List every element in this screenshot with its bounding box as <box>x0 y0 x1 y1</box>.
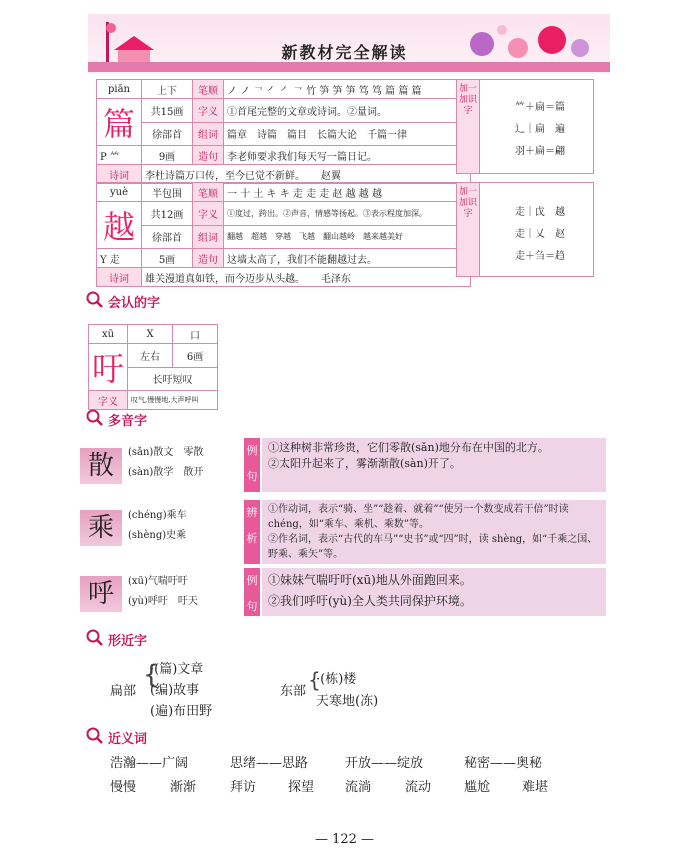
synonym-word: 探望 <box>288 780 315 795</box>
synonym-pair: 秘密——奥秘 <box>464 756 543 771</box>
book-title: 新教材完全解读 <box>281 43 408 62</box>
poly-tag: 例句 <box>244 438 260 492</box>
label: 组词 <box>193 225 224 249</box>
poly-reading: (yù)呼吁 吁天 <box>128 596 198 607</box>
poly-reading: (shèng)史乘 <box>128 530 187 541</box>
label: 笔顺 <box>193 183 224 202</box>
stroke-count: 共15画 <box>142 99 193 123</box>
stroke-count: 共12画 <box>142 202 193 226</box>
poly-tag: 例句 <box>244 568 260 616</box>
structure: 半包围 <box>142 183 193 202</box>
poly-body <box>262 568 606 616</box>
section-title: 会认的字 <box>108 296 161 311</box>
label: 字义 <box>89 391 128 410</box>
radical-letter: Y <box>100 254 107 266</box>
synonym-pair: 思绪——思路 <box>230 756 309 771</box>
poly-line: ①作动词，表示“骑、坐”“趁着、就着”“使另一个数变成若干倍”时读 chéng，如“乘车、乘机、乘数”等。 <box>268 504 569 530</box>
big-char: 篇 <box>97 99 142 146</box>
radical-count: 5画 <box>142 249 193 268</box>
sentence: 李老师要求我们每天写一篇日记。 <box>224 146 471 165</box>
synonym-word: 尴尬 <box>464 780 491 795</box>
magnifier-icon <box>86 291 104 313</box>
poet: 毛泽东 <box>320 273 351 285</box>
meaning: ①首尾完整的文章或诗词。②量词。 <box>224 99 471 123</box>
page-number: — 122 — <box>314 832 375 847</box>
label: 组词 <box>193 122 224 146</box>
label: 字义 <box>193 99 224 123</box>
add-recognize-box <box>456 79 594 174</box>
add-recognize-box <box>456 182 594 277</box>
poly-reading: (chéng)乘车 <box>128 510 187 521</box>
poly-body <box>262 500 606 564</box>
poly-tag: 辨析 <box>244 500 260 564</box>
poly-line: ①这种树非常珍贵，它们零散(sǎn)地分布在中国的北方。 <box>268 441 549 454</box>
side-label: 加一加识字 <box>457 80 480 173</box>
side-item: 羽＋扁＝翩 <box>515 146 565 157</box>
synonym-pair: 开放——绽放 <box>345 756 424 771</box>
pinyin: piān <box>97 80 142 99</box>
poly-char: 呼 <box>80 576 122 612</box>
radical: 口 <box>173 325 218 344</box>
structure: 上下 <box>142 80 193 99</box>
label: 字义 <box>193 202 224 226</box>
similar-item: (遍)布田野 <box>150 704 213 719</box>
synonym-word: 渐渐 <box>170 780 197 795</box>
meaning: 叹气,慢慢地,大声呼叫 <box>128 391 218 410</box>
words: 翻越 超越 穿越 飞越 翻山越岭 越来越美好 <box>224 225 471 249</box>
pinyin: xū <box>89 325 128 344</box>
section-title: 多音字 <box>108 414 148 429</box>
header-band <box>88 62 610 72</box>
synonym-word: 拜访 <box>230 780 257 795</box>
recognize-card <box>88 324 218 410</box>
radical-label: 徐部首 <box>142 122 193 146</box>
pinyin: yuè <box>97 183 142 202</box>
synonym-word: 慢慢 <box>110 780 137 795</box>
poly-line: ②我们呼吁(yù)全人类共同保护环境。 <box>268 594 472 608</box>
initial: X <box>128 325 173 344</box>
synonym-word: 流动 <box>405 780 432 795</box>
poly-reading: (sàn)散学 散开 <box>128 467 204 478</box>
words: 长吁短叹 <box>128 367 218 391</box>
label: 诗词 <box>97 165 142 184</box>
radical-label: 徐部首 <box>142 225 193 249</box>
label: 诗词 <box>97 268 142 287</box>
side-item: 走｜戉 越 <box>515 207 565 218</box>
poem: 雄关漫道真如铁，而今迈步从头越。 <box>145 273 305 285</box>
poly-char: 乘 <box>80 510 122 546</box>
similar-item: 天寒地(冻) <box>316 694 379 709</box>
synonym-pair: 浩瀚——广阔 <box>110 756 189 771</box>
stroke-count: 6画 <box>173 344 218 368</box>
structure: 左右 <box>128 344 173 368</box>
group-label: 扁部 <box>110 684 137 699</box>
big-char: 越 <box>97 202 142 249</box>
similar-item: (编)故事 <box>150 683 200 698</box>
big-char: 吁 <box>89 344 128 391</box>
sentence: 这墙太高了，我们不能翻越过去。 <box>224 249 471 268</box>
poly-reading: (xū)气喘吁吁 <box>128 576 188 587</box>
side-item: 走＋刍＝趋 <box>515 251 565 262</box>
similar-item: ·(篇)文章 <box>150 662 204 677</box>
radical-count: 9画 <box>142 146 193 165</box>
synonym-word: 难堪 <box>522 780 549 795</box>
radical-letter: P <box>100 151 107 163</box>
poly-char: 散 <box>80 448 122 484</box>
label: 造句 <box>193 249 224 268</box>
similar-item: ·(栋)楼 <box>316 672 357 687</box>
char-card-yue <box>96 182 471 287</box>
magnifier-icon <box>86 629 104 651</box>
section-title: 近义词 <box>108 732 148 747</box>
stroke-order: ノ ノ ㇖ ㇒ ㇒ ㇖ 竹 笋 笋 笋 笃 笃 篇 篇 篇 <box>224 80 471 99</box>
magnifier-icon <box>86 727 104 749</box>
stroke-order: 一 十 土 キ キ 走 走 走 赵 越 越 越 <box>224 183 471 202</box>
char-card-pian <box>96 79 471 184</box>
poly-body <box>262 438 606 492</box>
poly-line: ②作名词，表示“古代的车马”“史书”或“四”时，读 shèng，如“千乘之国、野乘、乘矢”等。 <box>268 534 598 560</box>
section-title: 形近字 <box>108 634 148 649</box>
synonym-word: 流淌 <box>345 780 372 795</box>
poet: 赵翼 <box>320 170 341 182</box>
radical-char: 走 <box>109 254 120 266</box>
side-item: 辶｜扁 遍 <box>515 124 565 135</box>
words: 篇章 诗篇 篇目 长篇大论 千篇一律 <box>224 122 471 146</box>
meaning: ①度过，跨出。②声音，情感等扬起。③表示程度加深。 <box>224 202 471 226</box>
group-label: 东部 <box>280 684 307 699</box>
side-item: 走｜乂 赵 <box>515 229 565 240</box>
radical-char: ⺮ <box>109 151 120 163</box>
label: 笔顺 <box>193 80 224 99</box>
poem: 李杜诗篇万口传，至今已觉不新鲜。 <box>145 170 305 182</box>
side-label: 加一加识字 <box>457 183 480 276</box>
poly-line: ②太阳升起来了，雾渐渐散(sàn)开了。 <box>268 457 461 470</box>
magnifier-icon <box>86 409 104 431</box>
side-item: ⺮＋扁＝篇 <box>515 102 565 113</box>
poly-reading: (sǎn)散文 零散 <box>128 447 204 458</box>
poly-line: ①妹妹气喘吁吁(xū)地从外面跑回来。 <box>268 573 472 587</box>
label: 造句 <box>193 146 224 165</box>
